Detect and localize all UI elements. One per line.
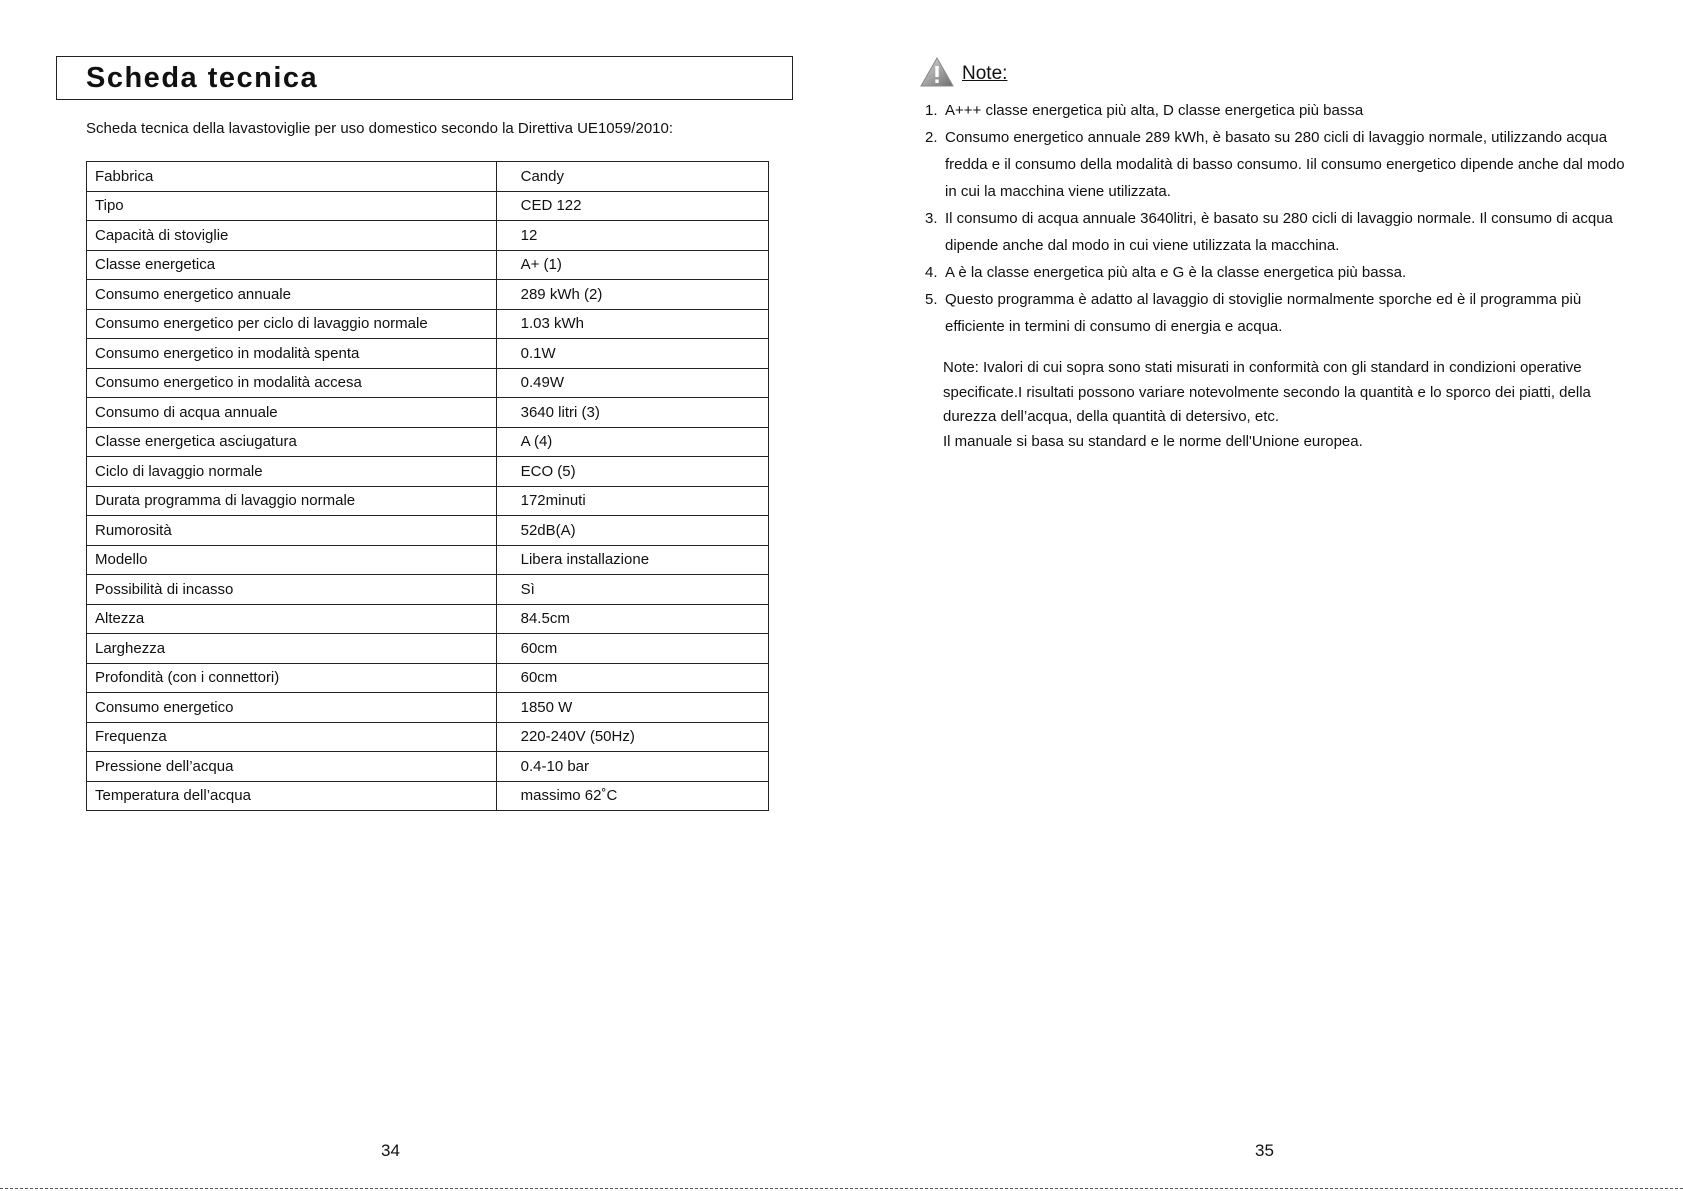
intro-text: Scheda tecnica della lavastoviglie per uso domestico secondo la Direttiva UE1059/2010: <box>86 120 674 137</box>
spec-table-body <box>87 162 769 811</box>
spec-value: 172minuti <box>496 486 768 516</box>
table-row <box>87 781 769 811</box>
spec-label: Durata programma di lavaggio normale <box>87 486 497 516</box>
table-row <box>87 398 769 428</box>
spec-value: 220-240V (50Hz) <box>496 722 768 752</box>
spec-label: Temperatura dell’acqua <box>87 781 497 811</box>
spec-value: 12 <box>496 221 768 251</box>
table-row <box>87 162 769 192</box>
note-text: Questo programma è adatto al lavaggio di stoviglie normalmente sporche ed è il programma più efficiente in termini di consumo di energia e acqua. <box>945 291 1582 335</box>
list-item <box>925 286 1625 340</box>
table-row <box>87 221 769 251</box>
spec-label: Consumo energetico in modalità accesa <box>87 368 497 398</box>
spec-value: 0.1W <box>496 339 768 369</box>
footnote <box>943 356 1633 454</box>
left-page <box>0 0 841 1191</box>
spec-value: massimo 62˚C <box>496 781 768 811</box>
spec-value: CED 122 <box>496 191 768 221</box>
table-row <box>87 191 769 221</box>
table-row <box>87 427 769 457</box>
table-row <box>87 604 769 634</box>
table-row <box>87 575 769 605</box>
spec-label: Rumorosità <box>87 516 497 546</box>
spec-label: Larghezza <box>87 634 497 664</box>
spec-value: ECO (5) <box>496 457 768 487</box>
note-text: A è la classe energetica più alta e G è la classe energetica più bassa. <box>945 264 1407 281</box>
spec-label: Ciclo di lavaggio normale <box>87 457 497 487</box>
spec-label: Possibilità di incasso <box>87 575 497 605</box>
spec-value: 84.5cm <box>496 604 768 634</box>
spec-value: Candy <box>496 162 768 192</box>
spec-value: 0.49W <box>496 368 768 398</box>
table-row <box>87 368 769 398</box>
spec-label: Pressione dell’acqua <box>87 752 497 782</box>
note-number: 1. <box>925 102 938 119</box>
table-row <box>87 663 769 693</box>
table-row <box>87 486 769 516</box>
table-row <box>87 752 769 782</box>
spec-label: Classe energetica <box>87 250 497 280</box>
note-title: Note: <box>962 63 1008 84</box>
spec-label: Altezza <box>87 604 497 634</box>
table-row <box>87 634 769 664</box>
page-number-right: 35 <box>1255 1141 1274 1160</box>
warning-triangle-icon <box>919 56 955 88</box>
spec-label: Fabbrica <box>87 162 497 192</box>
note-text: A+++ classe energetica più alta, D classe energetica più bassa <box>945 102 1364 119</box>
spec-value: 3640 litri (3) <box>496 398 768 428</box>
spec-label: Tipo <box>87 191 497 221</box>
spec-value: Libera installazione <box>496 545 768 575</box>
table-row <box>87 516 769 546</box>
note-number: 2. <box>925 129 938 146</box>
footnote-text-1: Note: Ivalori di cui sopra sono stati misurati in conformità con gli standard in condizioni operative specificate.I risultati possono variare notevolmente secondo la quantità e lo sporco dei piatti, della durezza dell’acqua, della quantità di detersivo, etc. <box>943 359 1591 425</box>
table-row <box>87 545 769 575</box>
spec-value: Sì <box>496 575 768 605</box>
list-item <box>925 205 1625 259</box>
right-page <box>841 0 1683 1191</box>
note-text: Consumo energetico annuale 289 kWh, è basato su 280 cicli di lavaggio normale, utilizzando acqua fredda e il consumo della modalità di basso consumo. Iil consumo energetico dipende anche dal modo in cui la macchina viene utilizzata. <box>945 129 1625 200</box>
spec-table <box>86 161 769 811</box>
spec-value: A (4) <box>496 427 768 457</box>
spec-value: A+ (1) <box>496 250 768 280</box>
spec-label: Consumo energetico annuale <box>87 280 497 310</box>
note-number: 4. <box>925 264 938 281</box>
spec-value: 60cm <box>496 663 768 693</box>
notes-list <box>925 97 1625 340</box>
spec-label: Consumo energetico in modalità spenta <box>87 339 497 369</box>
table-row <box>87 250 769 280</box>
spec-label: Profondità (con i connettori) <box>87 663 497 693</box>
table-row <box>87 693 769 723</box>
list-item <box>925 97 1625 124</box>
bottom-divider <box>0 1188 1683 1189</box>
list-item <box>925 124 1625 205</box>
spec-label: Consumo di acqua annuale <box>87 398 497 428</box>
page-number-left: 34 <box>381 1141 400 1160</box>
spec-value: 60cm <box>496 634 768 664</box>
table-row <box>87 339 769 369</box>
page-title: Scheda tecnica <box>86 62 319 94</box>
table-row <box>87 280 769 310</box>
spec-label: Frequenza <box>87 722 497 752</box>
spec-label: Consumo energetico per ciclo di lavaggio normale <box>87 309 497 339</box>
spec-label: Capacità di stoviglie <box>87 221 497 251</box>
note-number: 3. <box>925 210 938 227</box>
spec-label: Classe energetica asciugatura <box>87 427 497 457</box>
spec-value: 1.03 kWh <box>496 309 768 339</box>
note-text: Il consumo di acqua annuale 3640litri, è basato su 280 cicli di lavaggio normale. Il consumo di acqua dipende anche dal modo in cui viene utilizzata la macchina. <box>945 210 1613 254</box>
table-row <box>87 722 769 752</box>
list-item <box>925 259 1625 286</box>
table-row <box>87 309 769 339</box>
spec-label: Modello <box>87 545 497 575</box>
spec-value: 52dB(A) <box>496 516 768 546</box>
note-number: 5. <box>925 291 938 308</box>
spec-value: 0.4-10 bar <box>496 752 768 782</box>
spec-value: 1850 W <box>496 693 768 723</box>
title-box <box>56 56 793 100</box>
table-row <box>87 457 769 487</box>
spec-label: Consumo energetico <box>87 693 497 723</box>
spec-value: 289 kWh (2) <box>496 280 768 310</box>
footnote-text-2: Il manuale si basa su standard e le norme dell'Unione europea. <box>943 432 1363 450</box>
